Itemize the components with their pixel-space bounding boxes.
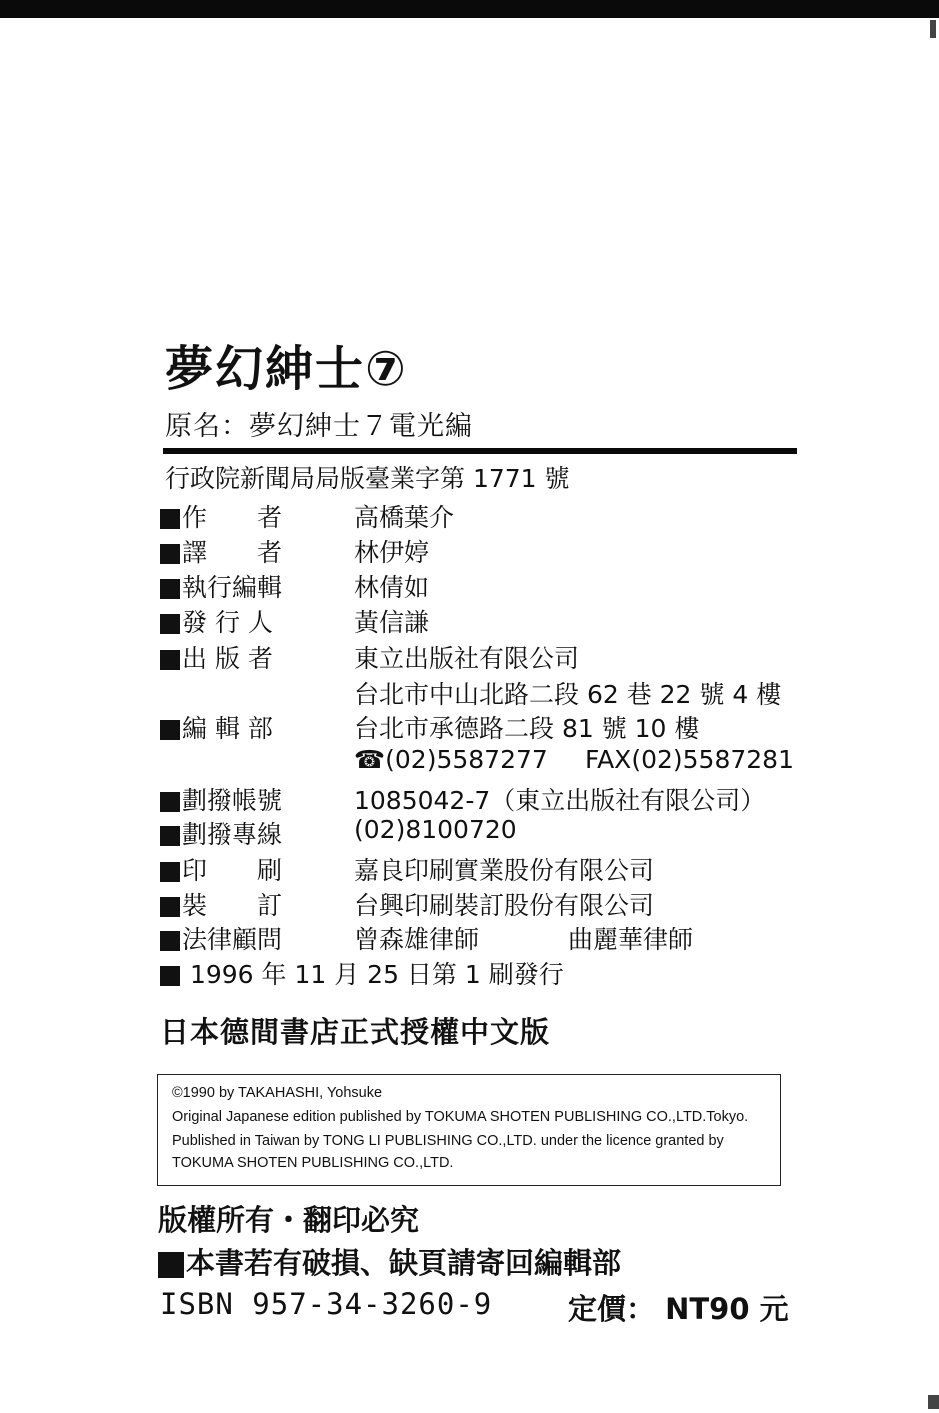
- bullet-square: [160, 897, 180, 917]
- copyright-line: ©1990 by TAKAHASHI, Yohsuke: [172, 1085, 383, 1101]
- first-print-text: 1996 年 11 月 25 日第 1 刷發行: [182, 960, 564, 989]
- credit-label-text: 編 輯 部: [182, 714, 273, 743]
- book-title: 夢幻紳士⑦: [165, 341, 408, 397]
- bullet-square: [160, 792, 180, 812]
- credit-value: 曾森雄律師: [354, 925, 480, 954]
- credit-value: ☎(02)5587277: [354, 745, 548, 774]
- bullet-square: [160, 579, 180, 599]
- credit-label: [160, 920, 282, 956]
- credit-label-text: 出 版 者: [182, 644, 273, 673]
- credit-value-secondary: FAX(02)5587281: [585, 745, 794, 774]
- first-print-date: [160, 955, 564, 991]
- credit-value: 林倩如: [354, 573, 430, 602]
- bullet-square: [160, 931, 180, 951]
- original-title: 原名：夢幻紳士７電光編: [165, 411, 473, 442]
- scan-edge-mark: [930, 20, 936, 38]
- credit-value: 林伊婷: [354, 538, 430, 567]
- credit-label: [160, 709, 273, 745]
- damage-notice-text: 本書若有破損、缺頁請寄回編輯部: [186, 1246, 622, 1280]
- credit-label-text: 裝 訂: [182, 891, 283, 920]
- price: 定價： NT90 元: [568, 1292, 789, 1326]
- bullet-square: [160, 614, 180, 634]
- credit-label-text: 執行編輯: [182, 573, 283, 602]
- credit-label: [160, 851, 282, 887]
- credit-label: [160, 815, 282, 851]
- credit-label-text: 劃撥專線: [182, 820, 283, 849]
- bullet-square: [160, 650, 180, 670]
- copyright-box: [157, 1074, 781, 1186]
- credit-label: [160, 603, 273, 639]
- copyright-line: Original Japanese edition published by TOKUMA SHOTEN PUBLISHING CO.,LTD.Tokyo.: [172, 1109, 749, 1125]
- isbn: ISBN 957-34-3260-9: [160, 1287, 493, 1321]
- credit-label: [160, 498, 282, 534]
- top-black-bar: [0, 0, 939, 18]
- credit-label: [160, 886, 282, 922]
- bullet-square: [160, 544, 180, 564]
- bullet-square: [160, 862, 180, 882]
- credit-label-text: 法律顧問: [182, 925, 283, 954]
- bullet-square: [160, 720, 180, 740]
- scan-edge-mark: [928, 1395, 939, 1409]
- bullet-square: [158, 1252, 184, 1278]
- credit-value: 台興印刷裝訂股份有限公司: [354, 891, 655, 920]
- credit-label-text: 作 者: [182, 503, 283, 532]
- credit-value: 黃信謙: [354, 608, 430, 637]
- credit-value: 台北市中山北路二段 62 巷 22 號 4 樓: [354, 680, 782, 709]
- credit-label-text: 發 行 人: [182, 608, 273, 637]
- credit-label-text: 印 刷: [182, 856, 283, 885]
- credit-label-text: 譯 者: [182, 538, 283, 567]
- credit-value: (02)8100720: [354, 815, 517, 844]
- authorization-statement: 日本德間書店正式授權中文版: [160, 1015, 551, 1049]
- credit-value: 嘉良印刷實業股份有限公司: [354, 856, 655, 885]
- credit-value: 台北市承德路二段 81 號 10 樓: [354, 714, 700, 743]
- bullet-square: [160, 966, 180, 986]
- rights-reserved: 版權所有・翻印必究: [158, 1203, 420, 1237]
- credit-label: [160, 639, 273, 675]
- credit-label-text: 劃撥帳號: [182, 786, 283, 815]
- copyright-line: Published in Taiwan by TONG LI PUBLISHING CO.,LTD. under the licence granted by: [172, 1133, 724, 1149]
- credit-label: [160, 568, 282, 604]
- credit-value: 高橋葉介: [354, 503, 455, 532]
- credit-label: [160, 533, 282, 569]
- bullet-square: [160, 509, 180, 529]
- credit-value-secondary: 曲麗華律師: [568, 925, 694, 954]
- license-number: 行政院新聞局局版臺業字第 1771 號: [165, 464, 570, 493]
- credit-value: 東立出版社有限公司: [354, 644, 580, 673]
- credit-label: [160, 781, 282, 817]
- title-rule: [163, 448, 797, 454]
- bullet-square: [160, 826, 180, 846]
- copyright-line: TOKUMA SHOTEN PUBLISHING CO.,LTD.: [172, 1155, 454, 1171]
- damage-notice: [158, 1241, 621, 1282]
- credit-value: 1085042-7（東立出版社有限公司）: [354, 786, 766, 815]
